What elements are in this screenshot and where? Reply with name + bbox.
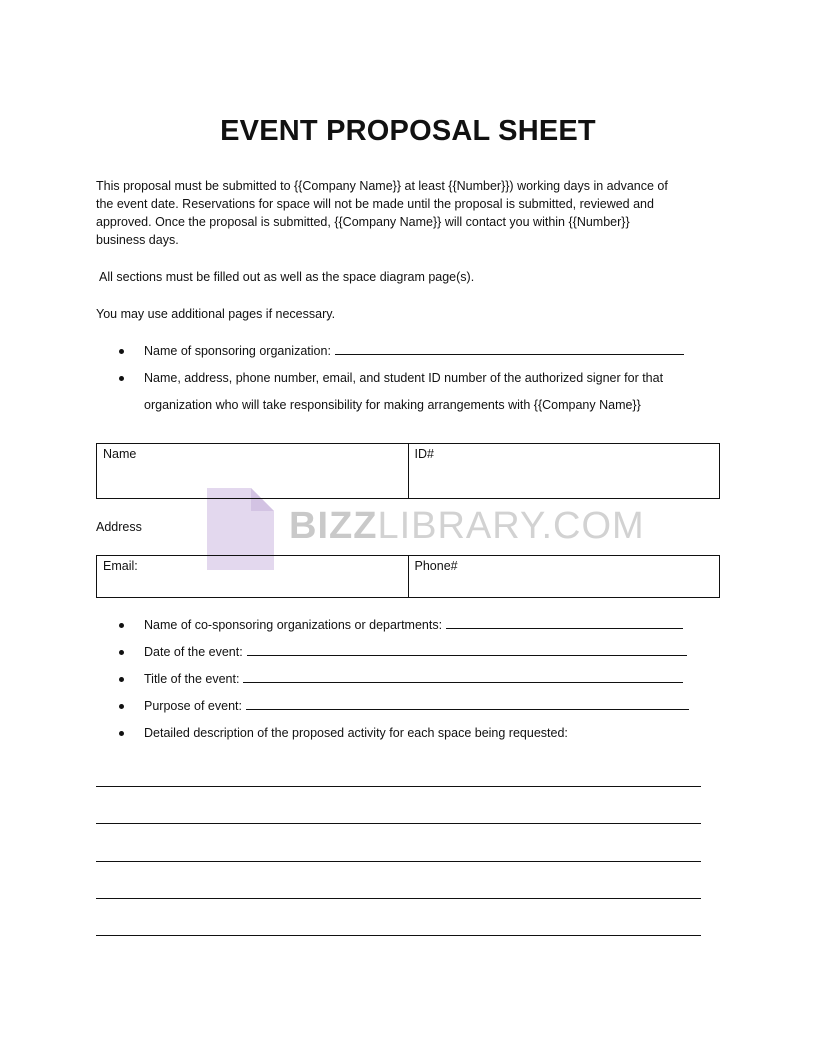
signer-contact-table: [96, 555, 720, 598]
bullet-dot: [119, 704, 124, 709]
cosponsor-item: [144, 616, 683, 634]
description-line-3[interactable]: [96, 861, 701, 862]
id-label: ID#: [414, 447, 434, 461]
bullet-dot: [119, 349, 124, 354]
date-item: [144, 643, 687, 661]
note-pages: You may use additional pages if necessary.: [96, 307, 336, 321]
description-line-1[interactable]: [96, 786, 701, 787]
signer-line-1: Name, address, phone number, email, and student ID number of the authorized signer for that: [144, 371, 664, 385]
intro-line-2: the event date. Reservations for space will not be made until the proposal is submitted, reviewed and: [96, 197, 654, 211]
bullet-dot: [119, 623, 124, 628]
event-title-fill-line[interactable]: [243, 670, 683, 683]
phone-label: Phone#: [414, 559, 458, 573]
bullet-dot: [119, 731, 124, 736]
sponsor-item: [144, 342, 684, 360]
bullet-dot: [119, 650, 124, 655]
description-label: Detailed description of the proposed activity for each space being requested:: [144, 726, 568, 740]
intro-line-3: approved. Once the proposal is submitted, {{Company Name}} will contact you within {{Number}}: [96, 215, 630, 229]
intro-line-4: business days.: [96, 233, 179, 247]
date-fill-line[interactable]: [247, 643, 687, 656]
bullet-dot: [119, 677, 124, 682]
address-label: Address: [96, 520, 142, 534]
event-title-label: Title of the event:: [144, 672, 240, 686]
purpose-label: Purpose of event:: [144, 699, 242, 713]
signer-line-2: organization who will take responsibility for making arrangements with {{Company Name}}: [144, 398, 641, 412]
description-line-5[interactable]: [96, 935, 701, 936]
email-cell[interactable]: [97, 556, 409, 598]
signer-name-table: [96, 443, 720, 499]
name-cell[interactable]: [97, 444, 409, 499]
sponsor-label: Name of sponsoring organization:: [144, 344, 331, 358]
page-title: EVENT PROPOSAL SHEET: [220, 115, 596, 147]
cosponsor-fill-line[interactable]: [446, 616, 683, 629]
cosponsor-label: Name of co-sponsoring organizations or departments:: [144, 618, 443, 632]
purpose-item: [144, 697, 689, 715]
description-line-4[interactable]: [96, 898, 701, 899]
watermark-light: LIBRARY.COM: [377, 505, 645, 547]
note-sections: All sections must be filled out as well as the space diagram page(s).: [99, 270, 475, 284]
watermark-text: [289, 505, 645, 548]
email-label: Email:: [103, 559, 138, 573]
name-label: Name: [103, 447, 137, 461]
date-label: Date of the event:: [144, 645, 243, 659]
event-title-item: [144, 670, 683, 688]
description-line-2[interactable]: [96, 823, 701, 824]
watermark-bold: BIZZ: [289, 505, 378, 547]
intro-line-1: This proposal must be submitted to {{Company Name}} at least {{Number}}) working days in advance of: [96, 179, 668, 193]
id-cell[interactable]: [408, 444, 720, 499]
bullet-dot: [119, 376, 124, 381]
sponsor-fill-line[interactable]: [335, 342, 684, 355]
phone-cell[interactable]: [408, 556, 720, 598]
purpose-fill-line[interactable]: [246, 697, 689, 710]
